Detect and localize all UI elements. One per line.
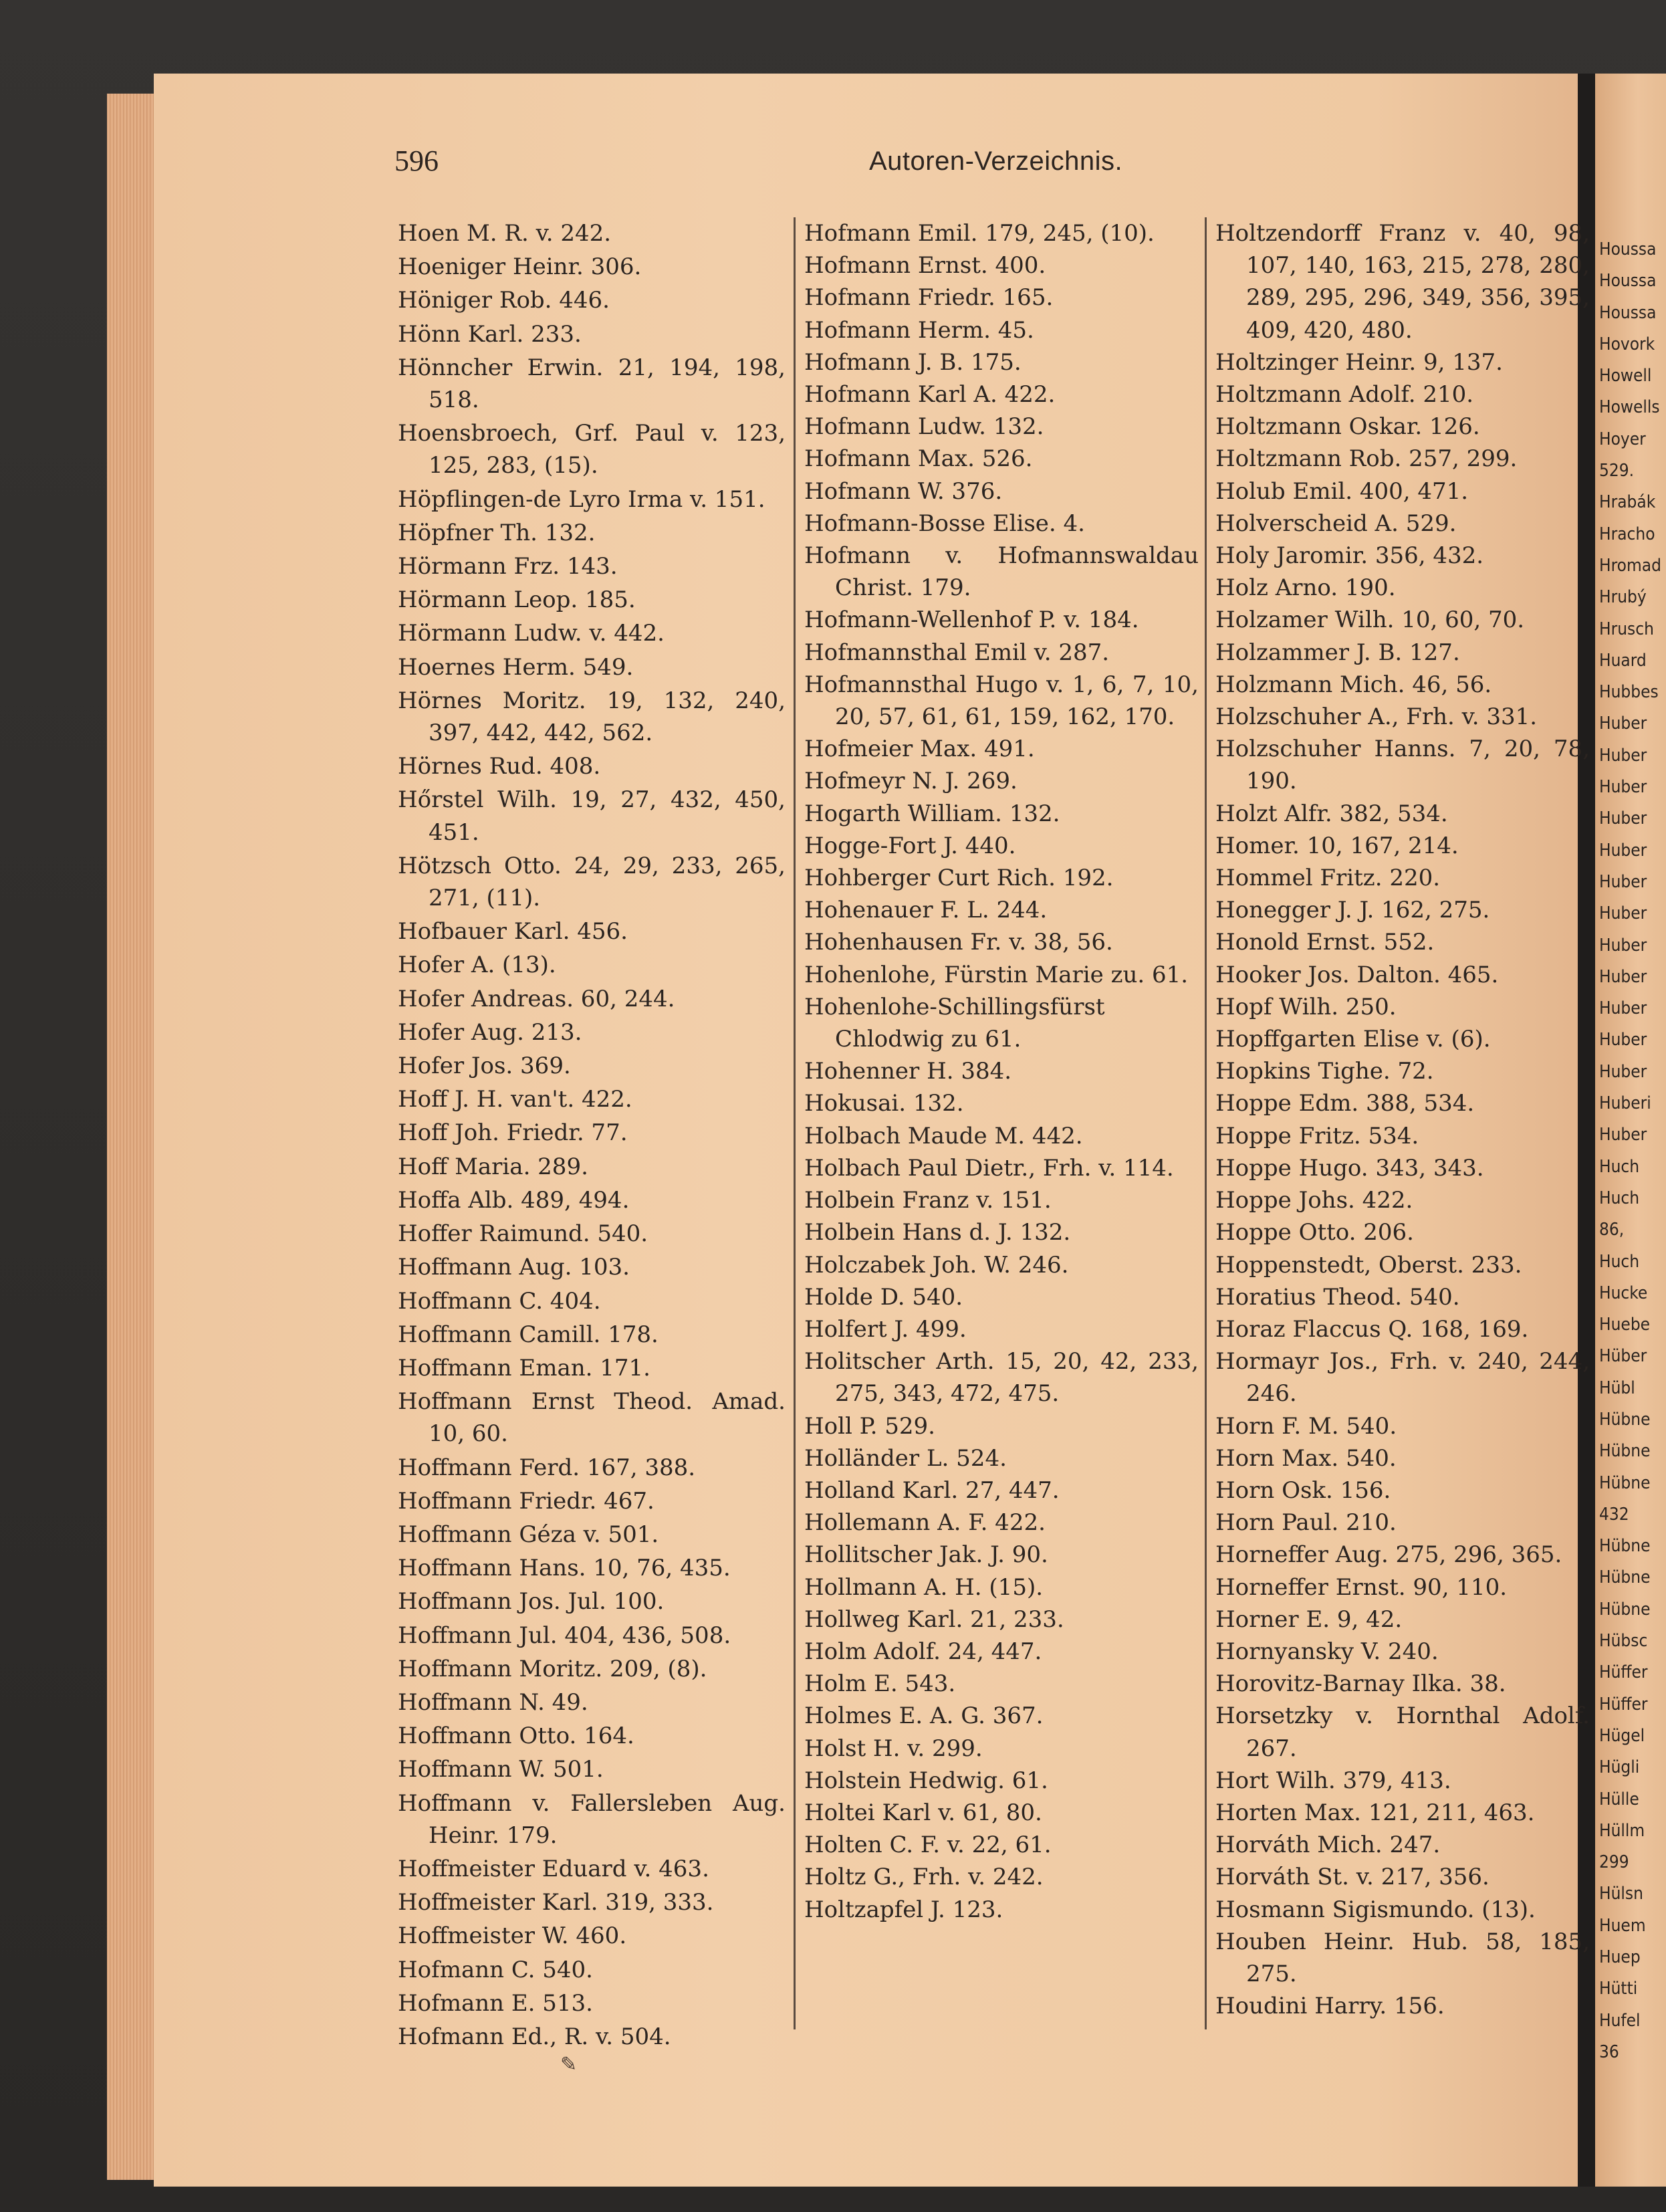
index-entry: Hönncher Erwin. 21, 194, 198, 518.	[398, 354, 786, 414]
index-entry: Hoffmann C. 404.	[398, 1287, 601, 1315]
index-entry: Hohberger Curt Rich. 192.	[804, 865, 1114, 892]
index-entry: Holzt Alfr. 382, 534.	[1215, 800, 1448, 827]
index-entry: Hofmann J. B. 175.	[804, 348, 1022, 376]
next-page-fragment: Huep	[1599, 1947, 1641, 1968]
next-page-fragment: Hracho	[1599, 524, 1655, 544]
next-page-fragment: Huber	[1599, 777, 1647, 798]
index-entry: Hofmann-Bosse Elise. 4.	[804, 510, 1085, 537]
next-page-fragment: Hügli	[1599, 1757, 1640, 1778]
index-entry: Holbein Hans d. J. 132.	[804, 1219, 1071, 1246]
index-entry: Höpfner Th. 132.	[398, 519, 596, 546]
next-page-fragment: 299	[1599, 1852, 1629, 1873]
index-entry: Holten C. F. v. 22, 61.	[804, 1832, 1052, 1859]
index-entry: Holub Emil. 400, 471.	[1215, 477, 1469, 505]
index-entry: Horatius Theod. 540.	[1215, 1283, 1460, 1311]
next-page-fragment: Huber	[1599, 808, 1647, 829]
next-page-fragment: Huber	[1599, 1061, 1647, 1082]
next-page-fragment: Hübsc	[1599, 1631, 1648, 1652]
index-entry: Honegger J. J. 162, 275.	[1215, 897, 1490, 924]
index-entry: Hoffmann Ferd. 167, 388.	[398, 1454, 696, 1481]
index-column-1	[398, 217, 786, 2054]
page-number: 596	[394, 144, 439, 177]
index-entry: Hofmann Friedr. 165.	[804, 284, 1054, 312]
next-page-fragment: Hüffer	[1599, 1694, 1648, 1715]
next-page-fragment: Huard	[1599, 650, 1647, 671]
index-entry: Hohenauer F. L. 244.	[804, 897, 1048, 924]
index-entry: Hofmann Ludw. 132.	[804, 413, 1044, 441]
index-entry: Hohenlohe-Schillingsfürst Chlodwig zu 61.	[804, 993, 1105, 1053]
index-entry: Hoppe Johs. 422.	[1215, 1187, 1413, 1214]
next-page-fragment: Huch	[1599, 1251, 1640, 1272]
index-entry: Holz Arno. 190.	[1215, 574, 1396, 602]
index-entry: Horn F. M. 540.	[1215, 1412, 1397, 1440]
index-entry: Holtzmann Rob. 257, 299.	[1215, 445, 1518, 473]
index-entry: Houdini Harry. 156.	[1215, 1993, 1445, 2020]
index-entry: Hohenhausen Fr. v. 38, 56.	[804, 929, 1113, 956]
index-entry: Holland Karl. 27, 447.	[804, 1476, 1060, 1504]
next-page-fragment: Hufel	[1599, 2010, 1641, 2031]
next-page-fragment: Hubbes	[1599, 682, 1659, 703]
next-page-fragment: Huber	[1599, 998, 1647, 1019]
next-page-fragment: Huberi	[1599, 1093, 1651, 1114]
index-entry: Hoppenstedt, Oberst. 233.	[1215, 1251, 1522, 1279]
index-entry: Holitscher Arth. 15, 20, 42, 233, 275, 343, 472, 475.	[804, 1348, 1199, 1408]
index-entry: Holfert J. 499.	[804, 1315, 967, 1343]
index-entry: Horn Max. 540.	[1215, 1444, 1397, 1472]
index-entry: Hoffmann Otto. 164.	[398, 1723, 634, 1750]
next-page-fragment: Houssa	[1599, 271, 1657, 292]
index-entry: Hollweg Karl. 21, 233.	[804, 1606, 1064, 1633]
index-entry: Hort Wilh. 379, 413.	[1215, 1767, 1451, 1794]
index-entry: Horovitz-Barnay Ilka. 38.	[1215, 1670, 1506, 1698]
next-page-fragment: Hügel	[1599, 1725, 1645, 1746]
index-entry: Hörnes Rud. 408.	[398, 753, 601, 780]
index-entry: Horneffer Ernst. 90, 110.	[1215, 1573, 1508, 1601]
index-entry: Hofmann Max. 526.	[804, 445, 1033, 473]
next-page-fragment: 86,	[1599, 1220, 1625, 1240]
index-entry: Hofmann E. 513.	[398, 1989, 593, 2017]
next-page-fragment: Houssa	[1599, 239, 1657, 259]
index-entry: Hoffmann Moritz. 209, (8).	[398, 1655, 707, 1682]
next-page-fragments	[1595, 234, 1661, 2068]
index-entry: Hogge-Fort J. 440.	[804, 832, 1016, 859]
index-entry: Hopkins Tighe. 72.	[1215, 1058, 1434, 1085]
index-entry: Hoppe Otto. 206.	[1215, 1219, 1414, 1246]
next-page-fragment: Hübne	[1599, 1472, 1651, 1493]
index-entry: Holtzinger Heinr. 9, 137.	[1215, 348, 1503, 376]
index-entry: Holländer L. 524.	[804, 1444, 1007, 1472]
index-entry: Holzschuher A., Frh. v. 331.	[1215, 703, 1538, 731]
next-page-fragment: Hübne	[1599, 1536, 1651, 1557]
index-entry: Hooker Jos. Dalton. 465.	[1215, 961, 1499, 988]
next-page-fragment: Hüffer	[1599, 1662, 1648, 1683]
index-entry: Horn Paul. 210.	[1215, 1509, 1397, 1537]
column-divider	[1205, 217, 1207, 2029]
index-entry: Hofmann Karl A. 422.	[804, 381, 1056, 409]
index-entry: Horsetzky v. Hornthal Adolf. 267.	[1215, 1702, 1590, 1762]
index-entry: Holbach Paul Dietr., Frh. v. 114.	[804, 1154, 1174, 1182]
next-page-fragment: Hoyer	[1599, 429, 1646, 449]
next-page-fragment: Hüllm	[1599, 1820, 1645, 1841]
index-entry: Hofmannsthal Hugo v. 1, 6, 7, 10, 20, 57, 61, 61, 159, 162, 170.	[804, 671, 1199, 731]
index-column-3	[1215, 217, 1590, 2022]
index-entry: Hoffmann Eman. 171.	[398, 1354, 650, 1381]
index-entry: Hopffgarten Elise v. (6).	[1215, 1026, 1491, 1053]
next-page-fragment: Huber	[1599, 903, 1647, 924]
index-entry: Holy Jaromir. 356, 432.	[1215, 542, 1484, 570]
index-entry: Hoeniger Heinr. 306.	[398, 253, 642, 281]
index-entry: Holstein Hedwig. 61.	[804, 1767, 1048, 1794]
index-entry: Hoffmann Géza v. 501.	[398, 1521, 659, 1548]
next-page-fragment: Huber	[1599, 745, 1647, 766]
page-header	[0, 144, 1666, 184]
next-page-fragment: 432	[1599, 1504, 1629, 1525]
running-head: Autoren-Verzeichnis.	[869, 146, 1123, 176]
index-entry: Hőrstel Wilh. 19, 27, 432, 450, 451.	[398, 786, 786, 846]
index-entry: Hofmann Herm. 45.	[804, 316, 1034, 344]
index-entry: Horner E. 9, 42.	[1215, 1606, 1403, 1633]
index-entry: Holzmann Mich. 46, 56.	[1215, 671, 1492, 698]
next-page-fragment: Huem	[1599, 1915, 1646, 1936]
next-page-fragment: Hromad	[1599, 555, 1661, 576]
index-entry: Hokusai. 132.	[804, 1090, 964, 1117]
index-entry: Hollemann A. F. 422.	[804, 1509, 1046, 1537]
next-page-fragment: Hülle	[1599, 1789, 1639, 1809]
next-page-fragment: Hrabák	[1599, 492, 1656, 513]
index-entry: Hoffmann Jos. Jul. 100.	[398, 1588, 665, 1616]
index-entry: Holde D. 540.	[804, 1283, 963, 1311]
next-page-fragment: Hübl	[1599, 1377, 1635, 1398]
index-entry: Hoff Joh. Friedr. 77.	[398, 1119, 628, 1147]
index-entry: Holtzmann Adolf. 210.	[1215, 381, 1474, 409]
next-page-fragment: Huber	[1599, 871, 1647, 892]
index-entry: Holmes E. A. G. 367.	[804, 1702, 1044, 1730]
index-entry: Holczabek Joh. W. 246.	[804, 1251, 1069, 1279]
index-entry: Hosmann Sigismundo. (13).	[1215, 1896, 1536, 1923]
index-entry: Hönn Karl. 233.	[398, 320, 582, 348]
index-entry: Hörnes Moritz. 19, 132, 240, 397, 442, 442, 562.	[398, 687, 786, 747]
next-page-fragment: Howell	[1599, 366, 1652, 386]
index-entry: Hommel Fritz. 220.	[1215, 865, 1441, 892]
index-column-2	[804, 217, 1199, 1926]
index-entry: Hofmann Ernst. 400.	[804, 252, 1046, 280]
index-entry: Hollmann A. H. (15).	[804, 1573, 1044, 1601]
index-entry: Horváth St. v. 217, 356.	[1215, 1864, 1490, 1891]
index-entry: Hoppe Edm. 388, 534.	[1215, 1090, 1475, 1117]
index-entry: Hörmann Frz. 143.	[398, 553, 618, 580]
next-page-fragment: Houssa	[1599, 302, 1657, 323]
index-entry: Hoffmeister W. 460.	[398, 1922, 627, 1950]
index-entry: Hofmann W. 376.	[804, 477, 1003, 505]
next-page-fragment: Hrubý	[1599, 587, 1647, 608]
index-entry: Hoff Maria. 289.	[398, 1153, 588, 1180]
index-entry: Holst H. v. 299.	[804, 1735, 983, 1762]
index-entry: Holl P. 529.	[804, 1412, 935, 1440]
index-entry: Hofer Jos. 369.	[398, 1053, 571, 1080]
index-entry: Hofer Aug. 213.	[398, 1018, 582, 1046]
index-entry: Holbach Maude M. 442.	[804, 1122, 1083, 1149]
next-page-fragment: Huch	[1599, 1188, 1640, 1208]
index-entry: Hoernes Herm. 549.	[398, 653, 634, 681]
next-page-fragment: Hrusch	[1599, 619, 1654, 639]
next-page-fragment: Hüber	[1599, 1346, 1647, 1367]
next-page-edge	[1595, 74, 1666, 2187]
index-entry: Hornyansky V. 240.	[1215, 1638, 1439, 1665]
next-page-fragment: Hübne	[1599, 1567, 1651, 1588]
next-page-fragment: Huber	[1599, 935, 1647, 956]
index-entry: Hofer Andreas. 60, 244.	[398, 985, 675, 1012]
index-entry: Hofmann C. 540.	[398, 1956, 593, 1983]
index-entry: Hofbauer Karl. 456.	[398, 918, 628, 946]
page-stack-edge	[107, 94, 160, 2180]
index-entry: Hofer A. (13).	[398, 952, 556, 979]
index-entry: Hoen M. R. v. 242.	[398, 220, 612, 247]
column-divider	[794, 217, 796, 2029]
index-entry: Hoff J. H. van't. 422.	[398, 1086, 632, 1113]
index-entry: Hoffmann W. 501.	[398, 1756, 604, 1783]
next-page-fragment: Huber	[1599, 966, 1647, 987]
next-page-fragment: Huber	[1599, 1030, 1647, 1050]
index-entry: Hogarth William. 132.	[804, 800, 1060, 827]
index-entry: Holtei Karl v. 61, 80.	[804, 1799, 1042, 1826]
index-entry: Honold Ernst. 552.	[1215, 929, 1435, 956]
index-entry: Hötzsch Otto. 24, 29, 233, 265, 271, (11).	[398, 852, 786, 912]
next-page-fragment: Hütti	[1599, 1979, 1638, 1999]
index-entry: Hoffmeister Eduard v. 463.	[398, 1855, 709, 1882]
next-page-fragment: Huber	[1599, 1125, 1647, 1145]
next-page-fragment: Huch	[1599, 1156, 1640, 1177]
index-entry: Holtzmann Oskar. 126.	[1215, 413, 1480, 441]
index-entry: Hörmann Leop. 185.	[398, 586, 636, 614]
next-page-fragment: Howells	[1599, 397, 1660, 418]
index-entry: Hoffmann Ernst Theod. Amad. 10, 60.	[398, 1388, 786, 1448]
next-page-fragment: Hübne	[1599, 1599, 1651, 1620]
next-page-fragment: Hübne	[1599, 1409, 1651, 1430]
index-entry: Hormayr Jos., Frh. v. 240, 244, 246.	[1215, 1348, 1590, 1408]
index-entry: Holzschuher Hanns. 7, 20, 78, 190.	[1215, 736, 1590, 795]
index-entry: Holtz G., Frh. v. 242.	[804, 1864, 1044, 1891]
index-entry: Hoffmann Hans. 10, 76, 435.	[398, 1555, 731, 1582]
index-entry: Holm E. 543.	[804, 1670, 956, 1698]
index-entry: Hoppe Hugo. 343, 343.	[1215, 1154, 1484, 1182]
index-entry: Hoensbroech, Grf. Paul v. 123, 125, 283, (15).	[398, 420, 786, 479]
index-entry: Hoffmann Jul. 404, 436, 508.	[398, 1622, 731, 1649]
index-entry: Horten Max. 121, 211, 463.	[1215, 1799, 1535, 1826]
ink-mark: ✎	[560, 2053, 578, 2076]
index-entry: Hoffmeister Karl. 319, 333.	[398, 1889, 714, 1916]
index-entry: Hoffmann Friedr. 467.	[398, 1487, 654, 1515]
index-entry: Holtzendorff Franz v. 40, 98, 107, 140, 163, 215, 278, 280, 289, 295, 296, 349, 356, 395, 409, 420, 480.	[1215, 220, 1590, 344]
index-entry: Hoffmann Aug. 103.	[398, 1254, 630, 1281]
index-entry: Horn Osk. 156.	[1215, 1476, 1391, 1504]
index-entry: Horneffer Aug. 275, 296, 365.	[1215, 1541, 1562, 1569]
index-entry: Holtzapfel J. 123.	[804, 1896, 1003, 1923]
index-entry: Höniger Rob. 446.	[398, 287, 610, 314]
index-entry: Hoffmann v. Fallersleben Aug. Heinr. 179.	[398, 1789, 786, 1849]
index-entry: Hoffmann N. 49.	[398, 1688, 588, 1716]
next-page-fragment: Hübne	[1599, 1441, 1651, 1462]
index-entry: Holzammer J. B. 127.	[1215, 639, 1460, 666]
index-entry: Holverscheid A. 529.	[1215, 510, 1457, 537]
index-entry: Hofmann Ed., R. v. 504.	[398, 2023, 671, 2050]
next-page-fragment: Huber	[1599, 713, 1647, 734]
index-entry: Homer. 10, 167, 214.	[1215, 832, 1459, 859]
index-entry: Hofmannsthal Emil v. 287.	[804, 639, 1110, 666]
index-entry: Hofmann Emil. 179, 245, (10).	[804, 220, 1155, 247]
index-entry: Hohenner H. 384.	[804, 1058, 1012, 1085]
index-entry: Hoffer Raimund. 540.	[398, 1220, 648, 1248]
next-page-fragment: 529.	[1599, 461, 1635, 481]
index-entry: Hoppe Fritz. 534.	[1215, 1122, 1419, 1149]
index-entry: Horváth Mich. 247.	[1215, 1832, 1441, 1859]
index-entry: Hohenlohe, Fürstin Marie zu. 61.	[804, 961, 1189, 988]
next-page-fragment: Huebe	[1599, 1315, 1651, 1335]
index-entry: Hörmann Ludw. v. 442.	[398, 620, 665, 647]
index-entry: Holm Adolf. 24, 447.	[804, 1638, 1042, 1665]
index-entry: Hoffmann Camill. 178.	[398, 1321, 659, 1348]
index-entry: Horaz Flaccus Q. 168, 169.	[1215, 1315, 1529, 1343]
index-entry: Holzamer Wilh. 10, 60, 70.	[1215, 606, 1525, 634]
index-entry: Hofmeier Max. 491.	[804, 736, 1035, 763]
next-page-fragment: Hovork	[1599, 334, 1655, 354]
index-entry: Hofmann v. Hofmannswaldau Christ. 179.	[804, 542, 1199, 602]
index-entry: Hofmeyr N. J. 269.	[804, 768, 1018, 795]
index-entry: Höpflingen-de Lyro Irma v. 151.	[398, 485, 765, 513]
index-entry: Houben Heinr. Hub. 58, 185, 275.	[1215, 1928, 1590, 1987]
next-page-fragment: Huber	[1599, 840, 1647, 861]
next-page-fragment: Hülsn	[1599, 1884, 1643, 1904]
index-entry: Holbein Franz v. 151.	[804, 1187, 1052, 1214]
index-entry: Hofmann-Wellenhof P. v. 184.	[804, 606, 1139, 634]
next-page-fragment: Hucke	[1599, 1283, 1648, 1303]
next-page-fragment: 36	[1599, 2041, 1619, 2062]
index-entry: Hopf Wilh. 250.	[1215, 993, 1397, 1020]
index-entry: Hollitscher Jak. J. 90.	[804, 1541, 1048, 1569]
index-entry: Hoffa Alb. 489, 494.	[398, 1186, 630, 1214]
